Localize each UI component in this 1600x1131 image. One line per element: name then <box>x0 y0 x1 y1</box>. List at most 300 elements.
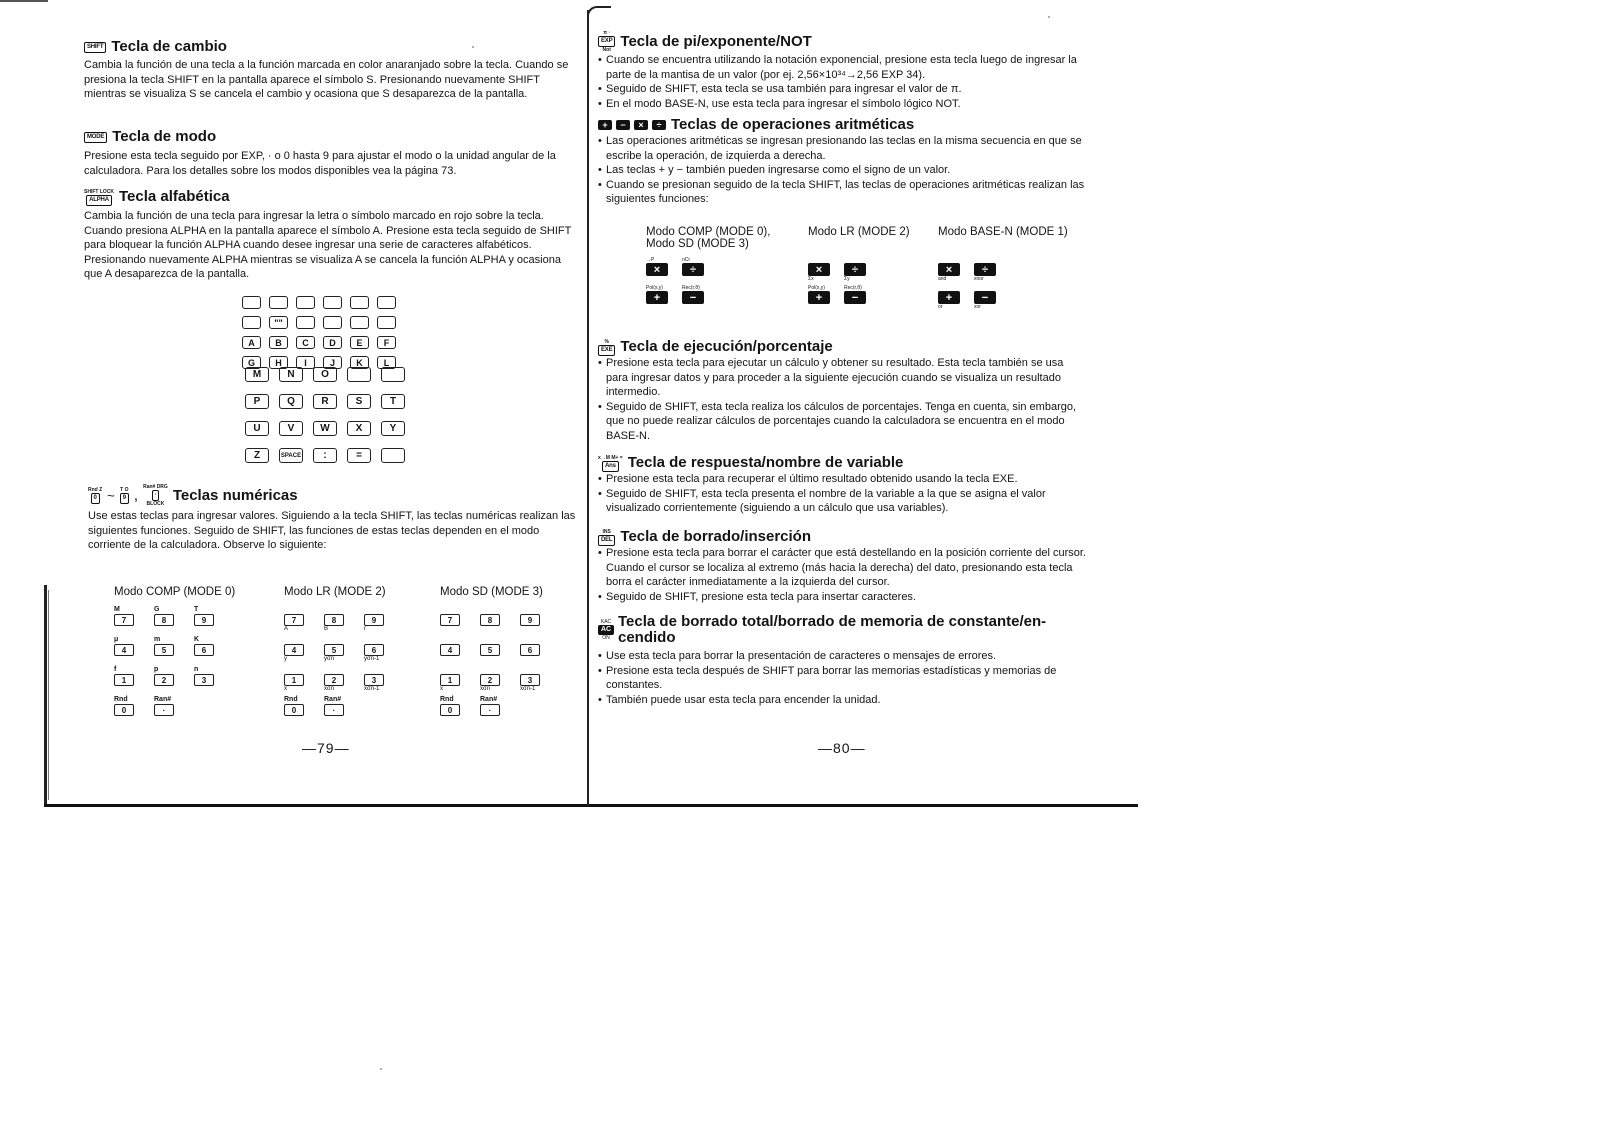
key-shift-label <box>324 606 364 614</box>
key-shift-label: nCr <box>682 257 691 263</box>
alpha-key: B <box>269 336 288 349</box>
alpha-key <box>242 316 261 329</box>
section-title: Tecla de cambio <box>111 38 227 55</box>
key-face: 3 <box>364 674 384 686</box>
mode-label-line2 <box>808 238 910 252</box>
key-mode-label: Σy <box>844 276 850 282</box>
ans-key-icon: x→M M+ = Ans <box>598 455 623 472</box>
numeric-key <box>114 662 154 692</box>
key-shift-label <box>284 666 324 674</box>
key-mode-label <box>440 716 480 722</box>
arithmetic-key-icon: − <box>616 120 630 130</box>
key-shift-label <box>480 666 520 674</box>
key-face: 3 <box>194 674 214 686</box>
key-mode-label <box>284 716 324 722</box>
alpha-key: Y <box>381 421 405 436</box>
arithmetic-key-grid <box>938 256 1068 310</box>
key-mode-label: or <box>938 304 943 310</box>
numeric-key <box>440 692 480 722</box>
numeric-key-9-icon: T O 9 <box>120 487 129 504</box>
alpha-key: D <box>323 336 342 349</box>
arithmetic-key <box>974 284 1010 310</box>
key-shift-label: Ran# <box>324 696 342 703</box>
alpha-key: P <box>245 394 269 409</box>
key-shift-label <box>364 666 404 674</box>
arithmetic-key <box>682 284 718 310</box>
section-heading <box>84 128 576 146</box>
section-title: Tecla de ejecución/porcentaje <box>620 338 833 355</box>
alpha-key: T <box>381 394 405 409</box>
page-edge-bar-thin <box>48 590 49 800</box>
key-face: · <box>154 704 174 716</box>
numeric-key <box>364 662 404 692</box>
key-mode-label: yσn-1 <box>364 656 380 662</box>
alpha-key <box>296 296 315 309</box>
bullet-item: • Seguido de SHIFT, esta tecla se usa también para ingresar el valor de π. <box>598 82 1088 97</box>
page-edge-bar <box>44 585 47 806</box>
key-shift-label <box>520 606 560 614</box>
alpha-key-grid-small <box>242 296 404 369</box>
key-shift-label <box>480 636 520 644</box>
key-face: 1 <box>114 674 134 686</box>
section-heading <box>598 116 1088 134</box>
key-face: 0 <box>440 704 460 716</box>
key-shift-label: Rnd <box>284 696 298 703</box>
key-face: · <box>480 704 500 716</box>
key-mode-label: xσn <box>480 686 491 692</box>
alpha-key <box>377 316 396 329</box>
numeric-key <box>364 602 404 632</box>
numeric-key <box>284 662 324 692</box>
section-title: Tecla alfabética <box>119 188 230 205</box>
key-mode-label: x <box>440 686 443 692</box>
section-title: Tecla de respuesta/nombre de variable <box>627 454 904 471</box>
bullet-item: • Presione esta tecla después de SHIFT para borrar las memorias estadísticas y memorias de constantes. <box>598 664 1088 693</box>
key-shift-label <box>520 636 560 644</box>
numeric-key <box>480 692 520 722</box>
section-mode-key <box>84 128 576 178</box>
section-heading <box>84 38 576 56</box>
alpha-key <box>381 448 405 463</box>
key-shift-label <box>480 606 520 614</box>
key-mode-label: A <box>284 626 289 632</box>
section-title: Tecla de pi/exponente/NOT <box>620 32 812 50</box>
key-shift-label <box>520 666 560 674</box>
scan-speck <box>472 46 474 48</box>
alpha-key: I <box>296 356 315 369</box>
section-heading <box>598 614 1088 646</box>
mode-label: Modo SD (MODE 3) <box>440 586 543 598</box>
bullet-item: • Seguido de SHIFT, esta tecla presenta el nombre de la variable a la que se asigna el valor visualizado corrientemente (siguiendo a un cálculo que usa variables). <box>598 487 1088 516</box>
key-face: 7 <box>284 614 304 626</box>
key-shift-label <box>324 636 364 644</box>
key-face: 2 <box>154 674 174 686</box>
bullet-item: • También puede usar esta tecla para encender la unidad. <box>598 693 1088 708</box>
key-shift-label <box>440 636 480 644</box>
alpha-key: H <box>269 356 288 369</box>
alpha-key: C <box>296 336 315 349</box>
alpha-key <box>269 296 288 309</box>
key-shift-label <box>440 606 480 614</box>
key-shift-label: G <box>154 606 160 613</box>
page-number: —79— <box>302 740 350 756</box>
section-del-key <box>598 528 1088 604</box>
alpha-key: "" <box>269 316 288 329</box>
key-mode-label: y <box>284 656 287 662</box>
alpha-key: Q <box>279 394 303 409</box>
key-face: + <box>938 291 960 304</box>
bullet-item: • Presione esta tecla para ejecutar un cálculo y obtener su resultado. Esta tecla también se usa para ingresar datos y para proceder a la siguiente ejecución cuando se visualiza un resultado intermedio. <box>598 356 1088 400</box>
key-face: 8 <box>154 614 174 626</box>
section-title: Teclas de operaciones aritméticas <box>671 116 915 133</box>
section-heading <box>88 484 580 507</box>
key-face: × <box>646 263 668 276</box>
key-mode-label <box>682 276 718 282</box>
numeric-key-grid <box>114 602 235 722</box>
numeric-key <box>194 602 234 632</box>
bullet-item: • Presione esta tecla para recuperar el último resultado obtenido usando la tecla EXE. <box>598 472 1088 487</box>
alpha-key: F <box>377 336 396 349</box>
alpha-key <box>350 296 369 309</box>
arithmetic-key <box>844 284 880 310</box>
section-heading <box>598 454 1088 472</box>
alpha-key: SPACE <box>279 448 303 463</box>
numeric-key <box>284 602 324 632</box>
alpha-key: V <box>279 421 303 436</box>
section-title-line1: Tecla de borrado total/borrado de memoria de constante/en- <box>618 613 1047 630</box>
key-mode-label: xσn-1 <box>364 686 380 692</box>
key-face: 8 <box>480 614 500 626</box>
exe-key-icon: % EXE <box>598 339 615 356</box>
bullet-list <box>598 356 1088 444</box>
book-spine-curve <box>587 6 611 20</box>
key-mode-label <box>646 304 682 310</box>
key-shift-label <box>284 636 324 644</box>
section-numeric-keys <box>88 484 580 553</box>
alpha-key: K <box>350 356 369 369</box>
alpha-key <box>296 316 315 329</box>
key-face: 4 <box>440 644 460 656</box>
bullet-list <box>598 546 1088 604</box>
numeric-key <box>114 632 154 662</box>
section-title-line2: cendido <box>618 629 676 646</box>
bullet-list <box>598 53 1088 111</box>
key-face: 7 <box>440 614 460 626</box>
section-alpha-key <box>84 188 576 282</box>
arithmetic-key <box>682 256 718 282</box>
alpha-key: U <box>245 421 269 436</box>
alpha-key: J <box>323 356 342 369</box>
key-face: ÷ <box>844 263 866 276</box>
key-mode-label <box>844 304 880 310</box>
section-text: Use estas teclas para ingresar valores. Siguiendo a la tecla SHIFT, las teclas numéricas realizan las siguientes funciones. Seguido de SHIFT, las funciones de estas teclas dependen en el modo corriente de la calculadora. Observe lo siguiente: <box>88 510 576 552</box>
key-face: ÷ <box>682 263 704 276</box>
bullet-item: • Presione esta tecla para borrar el carácter que está destellando en la posición corriente del cursor. Cuando el cursor se localiza al extremo (más hacia la derecha) del dato, presionando esta tecla borra el carácter inmediatamente a la izquierda del cursor. <box>598 546 1088 590</box>
tilde-symbol: ~ <box>107 487 115 503</box>
key-face: 4 <box>284 644 304 656</box>
arithmetic-key <box>808 284 844 310</box>
key-face: 4 <box>114 644 134 656</box>
mode-label: Modo BASE-N (MODE 1) <box>938 226 1068 238</box>
arithmetic-key-grid <box>646 256 770 310</box>
numeric-key <box>440 602 480 632</box>
key-mode-label: x <box>284 686 287 692</box>
key-face: + <box>646 291 668 304</box>
alpha-key <box>381 367 405 382</box>
alpha-key: S <box>347 394 371 409</box>
arithmetic-key-icons <box>598 120 666 130</box>
key-shift-label: Pol(x,y) <box>646 285 663 291</box>
key-mode-label <box>194 686 234 692</box>
numeric-key <box>520 602 560 632</box>
numeric-key <box>194 662 234 692</box>
key-mode-label <box>682 304 718 310</box>
decimal-key-icon: Ran# DRG · BLOCK <box>143 484 168 507</box>
key-face: 2 <box>324 674 344 686</box>
key-mode-label <box>646 276 682 282</box>
key-shift-label <box>324 666 364 674</box>
key-face: 5 <box>324 644 344 656</box>
arithmetic-mode-column <box>938 226 1068 310</box>
arithmetic-key-icon: × <box>634 120 648 130</box>
section-heading <box>84 188 576 206</box>
mode-label-line2 <box>938 238 1068 252</box>
alpha-key <box>377 296 396 309</box>
key-shift-label: Ran# <box>480 696 498 703</box>
key-shift-label: Ran# <box>154 696 172 703</box>
section-exp-key <box>598 30 1088 111</box>
key-shift-label: T <box>194 606 199 613</box>
key-shift-label <box>284 606 324 614</box>
key-shift-label: →P <box>646 257 655 263</box>
ac-key-icon: KAC AC ON <box>598 619 614 641</box>
mode-label: Modo COMP (MODE 0), <box>646 226 771 238</box>
numeric-key <box>154 692 194 722</box>
arithmetic-key-grid <box>808 256 910 310</box>
numeric-key <box>324 692 364 722</box>
numeric-key <box>480 632 520 662</box>
section-exe-key <box>598 338 1088 444</box>
comma-symbol: , <box>133 486 139 504</box>
key-face: 0 <box>284 704 304 716</box>
arithmetic-key-icon: + <box>598 120 612 130</box>
alpha-key: E <box>350 336 369 349</box>
key-face: − <box>974 291 996 304</box>
key-shift-label <box>364 606 404 614</box>
numeric-mode-column <box>114 586 235 722</box>
alpha-key: = <box>347 448 371 463</box>
arithmetic-key <box>808 256 844 282</box>
key-shift-label: Rec(r,θ) <box>682 285 700 291</box>
section-title: Tecla de modo <box>112 128 217 145</box>
bullet-item: • Cuando se encuentra utilizando la notación exponencial, presione esta tecla luego de ingresar la parte de la mantisa de un valor (por ej. 2,56×10³⁴→2,56 EXP 34). <box>598 53 1088 82</box>
numeric-key <box>154 662 194 692</box>
numeric-key <box>284 692 324 722</box>
key-face: 9 <box>520 614 540 626</box>
alpha-key: W <box>313 421 337 436</box>
key-face: 5 <box>480 644 500 656</box>
section-heading <box>598 338 1088 356</box>
bullet-item: • Las teclas + y − también pueden ingresarse como el signo de un valor. <box>598 163 1088 178</box>
bullet-item: • Cuando se presionan seguido de la tecla SHIFT, las teclas de operaciones aritméticas realizan las siguientes funciones: <box>598 178 1088 207</box>
alpha-key-icon: SHIFT LOCK ALPHA <box>84 189 114 206</box>
alpha-key: G <box>242 356 261 369</box>
section-text: Cambia la función de una tecla a la función marcada en color anaranjado sobre la tecla. Cuando se presiona la tecla SHIFT en la pantalla aparece el símbolo S. Presionando nuevamente SHIFT mientras se visualiza S se cancela el cambio y ocasiona que S desaparezca de la pantalla. <box>84 59 569 101</box>
bullet-list <box>598 472 1088 516</box>
numeric-key-0-icon: Rnd Z 0 <box>88 487 102 504</box>
numeric-key-grid <box>284 602 404 722</box>
key-face: · <box>324 704 344 716</box>
key-shift-label: Pol(x,y) <box>808 285 825 291</box>
shift-key-icon: SHIFT <box>84 42 106 53</box>
numeric-key <box>154 632 194 662</box>
key-shift-label: m <box>154 636 161 643</box>
alpha-key: N <box>279 367 303 382</box>
numeric-key <box>194 632 234 662</box>
mode-key-icon: MODE <box>84 132 107 143</box>
book-spine-line <box>587 10 589 806</box>
section-ans-key <box>598 454 1088 516</box>
mode-label: Modo LR (MODE 2) <box>808 226 910 238</box>
exp-key-icon: π · EXP Not <box>598 30 615 53</box>
numeric-key <box>440 632 480 662</box>
mode-label-line2: Modo SD (MODE 3) <box>646 238 749 250</box>
numeric-mode-column <box>284 586 404 722</box>
alpha-key: M <box>245 367 269 382</box>
key-shift-label <box>364 636 404 644</box>
numeric-key <box>114 602 154 632</box>
key-mode-label: xor <box>974 304 981 310</box>
key-mode-label: xσn-1 <box>520 686 536 692</box>
key-face: 1 <box>284 674 304 686</box>
alpha-key <box>347 367 371 382</box>
key-face: 6 <box>364 644 384 656</box>
key-shift-label: n <box>194 666 199 673</box>
key-mode-label <box>154 716 194 722</box>
key-face: − <box>844 291 866 304</box>
alpha-key <box>323 316 342 329</box>
numeric-key <box>284 632 324 662</box>
key-face: 9 <box>364 614 384 626</box>
numeric-key <box>154 602 194 632</box>
numeric-key <box>324 602 364 632</box>
arithmetic-key <box>646 256 682 282</box>
scan-speck <box>1048 16 1050 18</box>
bullet-item: • Seguido de SHIFT, esta tecla realiza los cálculos de porcentajes. Tenga en cuenta, sin embargo, que no puede realizar cálculos de porcentajes cuando la calculadora se encuentra en el modo BASE-N. <box>598 400 1088 444</box>
arithmetic-key <box>646 284 682 310</box>
key-shift-label <box>440 666 480 674</box>
key-mode-label: yσn <box>324 656 335 662</box>
arithmetic-mode-column <box>808 226 910 310</box>
page-edge-line <box>0 0 48 2</box>
key-face: 9 <box>194 614 214 626</box>
numeric-key-grid <box>440 602 560 722</box>
key-face: 0 <box>114 704 134 716</box>
key-mode-label: xσn <box>324 686 335 692</box>
key-face: × <box>808 263 830 276</box>
key-shift-label: Rnd <box>114 696 128 703</box>
key-shift-label: Rec(r,θ) <box>844 285 862 291</box>
bullet-item: • En el modo BASE-N, use esta tecla para ingresar el símbolo lógico NOT. <box>598 97 1088 112</box>
key-mode-label <box>808 304 844 310</box>
section-shift-key <box>84 38 576 102</box>
key-face: + <box>808 291 830 304</box>
arithmetic-key <box>974 256 1010 282</box>
numeric-key <box>480 602 520 632</box>
key-shift-label: Rnd <box>440 696 454 703</box>
numeric-key <box>364 632 404 662</box>
page-number: —80— <box>818 740 866 756</box>
del-key-icon: INS DEL <box>598 529 615 546</box>
alpha-key <box>242 296 261 309</box>
key-face: 2 <box>480 674 500 686</box>
arithmetic-key-icon: ÷ <box>652 120 666 130</box>
bullet-item: • Seguido de SHIFT, presione esta tecla para insertar caracteres. <box>598 590 1088 605</box>
section-text: Cambia la función de una tecla para ingresar la letra o símbolo marcado en rojo sobre la tecla. Cuando presiona ALPHA en la pantalla aparece el símbolo A. Presione esta tecla seguido de SHIFT para bloquear la función ALPHA cuando desee ingresar una serie de caracteres alfabéticos. Presionando nuevamente ALPHA mientras se visualiza A se cancela la función ALPHA y ocasiona que A desaparezca de la pantalla. <box>84 210 572 281</box>
key-face: − <box>682 291 704 304</box>
key-mode-label: r <box>364 626 366 632</box>
mode-label: Modo COMP (MODE 0) <box>114 586 236 598</box>
numeric-mode-column <box>440 586 560 722</box>
section-heading <box>598 528 1088 546</box>
key-face: 6 <box>194 644 214 656</box>
section-text: Presione esta tecla seguido por EXP, · o 0 hasta 9 para ajustar el modo o la unidad angular de la calculadora. Para los detalles sobre los modos disponibles vea la página 73. <box>84 150 556 177</box>
key-face: 6 <box>520 644 540 656</box>
key-face: 3 <box>520 674 540 686</box>
section-arithmetic-keys <box>598 116 1088 207</box>
scan-speck <box>380 1068 382 1070</box>
section-title: Teclas numéricas <box>172 486 298 504</box>
section-heading <box>598 30 1088 53</box>
key-face: 8 <box>324 614 344 626</box>
key-shift-label: μ <box>114 636 119 643</box>
alpha-key: R <box>313 394 337 409</box>
key-shift-label: p <box>154 666 159 673</box>
key-mode-label: and <box>938 276 947 282</box>
section-ac-key <box>598 614 1088 707</box>
arithmetic-key <box>938 284 974 310</box>
arithmetic-key <box>844 256 880 282</box>
alpha-key <box>350 316 369 329</box>
key-mode-label <box>114 716 154 722</box>
key-face: 7 <box>114 614 134 626</box>
arithmetic-key <box>938 256 974 282</box>
bottom-edge-rule <box>44 804 1138 807</box>
bullet-item: • Use esta tecla para borrar la presentación de caracteres o mensajes de errores. <box>598 649 1088 664</box>
key-mode-label <box>324 716 364 722</box>
key-mode-label <box>480 716 520 722</box>
key-mode-label: Σx <box>808 276 814 282</box>
alpha-key: Z <box>245 448 269 463</box>
key-mode-label: xnor <box>974 276 984 282</box>
bullet-list <box>598 649 1088 707</box>
key-shift-label: K <box>194 636 200 643</box>
numeric-key <box>520 662 560 692</box>
key-shift-label: M <box>114 606 120 613</box>
key-shift-label: f <box>114 666 117 673</box>
section-title: Tecla de borrado/inserción <box>620 528 812 545</box>
alpha-key: A <box>242 336 261 349</box>
alpha-key: O <box>313 367 337 382</box>
alpha-key <box>323 296 342 309</box>
numeric-key <box>114 692 154 722</box>
key-face: 1 <box>440 674 460 686</box>
alpha-key: : <box>313 448 337 463</box>
numeric-key <box>440 662 480 692</box>
numeric-key <box>324 662 364 692</box>
numeric-key <box>480 662 520 692</box>
alpha-key-grid-large <box>245 367 415 463</box>
